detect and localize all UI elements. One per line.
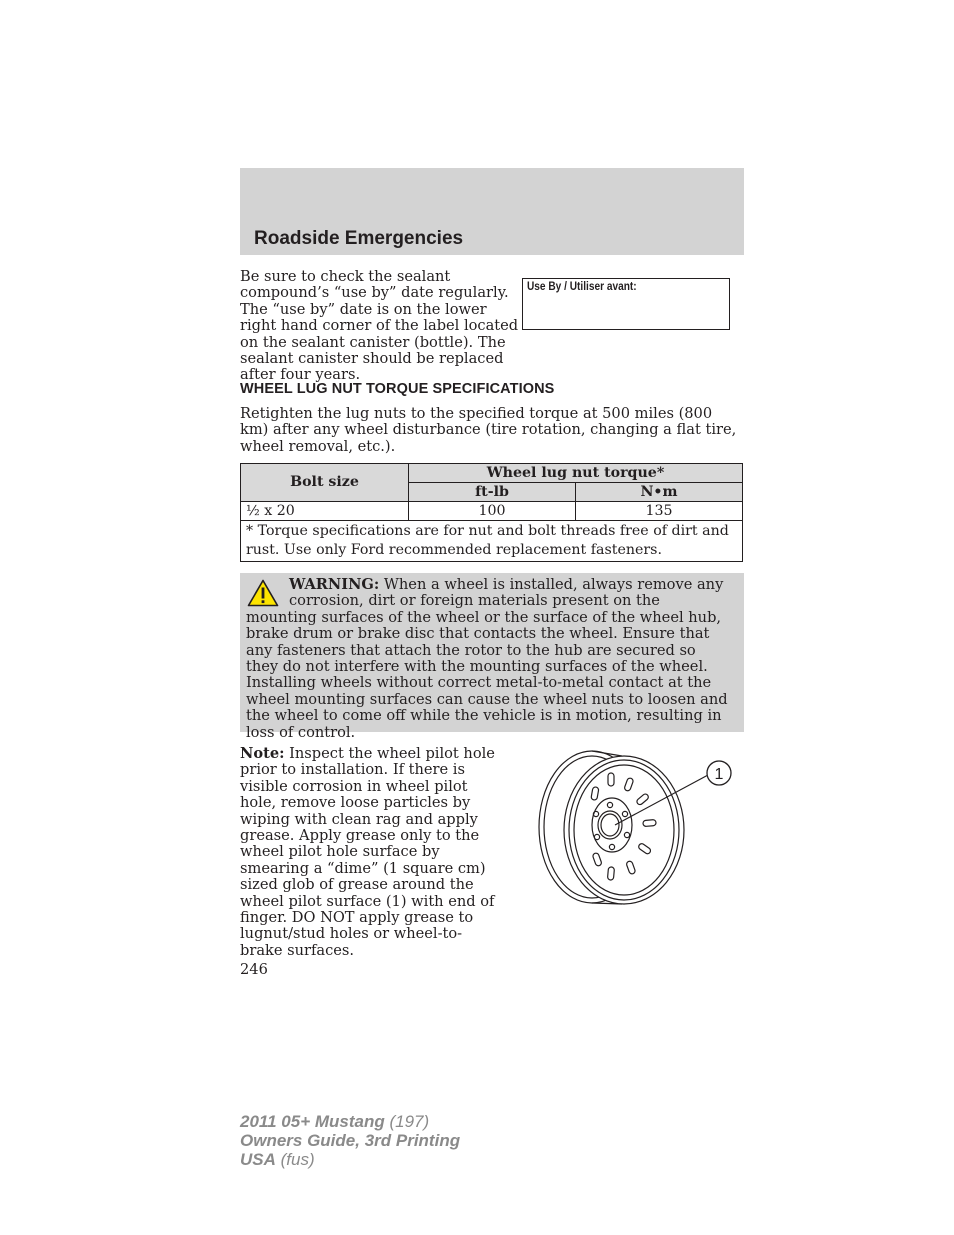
- retighten-paragraph: Retighten the lug nuts to the specified torque at 500 miles (800 km) after any wheel disturbance (tire rotation, changing a flat tire, wheel removal, etc.).: [240, 405, 737, 455]
- nm-header: N•m: [576, 483, 743, 502]
- callout-number: 1: [714, 766, 724, 783]
- note-paragraph: [240, 746, 502, 959]
- ftlb-cell: 100: [409, 502, 576, 521]
- table-footnote: * Torque specifications are for nut and bolt threads free of dirt and rust. Use only Ford recommended replacement fasteners.: [241, 521, 743, 562]
- table-footnote-row: [241, 521, 743, 562]
- use-by-label: Use By / Utiliser avant:: [527, 281, 637, 293]
- page-title: Roadside Emergencies: [254, 228, 464, 249]
- table-header-row: [241, 464, 743, 483]
- footer-code: (197): [384, 1112, 430, 1131]
- footer-model: 2011 05+ Mustang: [240, 1112, 385, 1131]
- footer-line-3: [240, 1150, 460, 1169]
- section-heading: WHEEL LUG NUT TORQUE SPECIFICATIONS: [240, 381, 555, 397]
- footer-printing: Owners Guide, 3rd Printing: [240, 1131, 461, 1150]
- table-row: [241, 502, 743, 521]
- torque-table: [240, 463, 743, 562]
- footer-lang: (fus): [275, 1150, 315, 1169]
- bolt-size-header: Bolt size: [241, 464, 409, 502]
- nm-cell: 135: [576, 502, 743, 521]
- warning-text: [246, 577, 732, 741]
- sealant-text: Be sure to check the sealant compound’s “use by” date regularly. The “use by” date is on the lower right hand corner of the label located on the sealant canister (bottle). The sealant canister should be replaced after four years.: [240, 268, 519, 384]
- page-number: 246: [240, 961, 268, 978]
- wheel-drawing: [539, 751, 708, 904]
- footer-region: USA: [240, 1150, 276, 1169]
- torque-header: Wheel lug nut torque*: [409, 464, 743, 483]
- ftlb-header: ft-lb: [409, 483, 576, 502]
- footer-imprint: [240, 1112, 460, 1169]
- footer-line-1: [240, 1112, 460, 1131]
- note-label: Note:: [240, 745, 285, 762]
- warning-label: WARNING:: [289, 576, 380, 593]
- bolt-size-cell: ½ x 20: [241, 502, 409, 521]
- wheel-illustration: [530, 745, 740, 915]
- warning-body: When a wheel is installed, always remove any corrosion, dirt or foreign materials present on the mounting surfaces of the wheel or the surface of the wheel hub, brake drum or brake disc that contacts the wheel. Ensure that any fasteners that attach the rotor to the hub are secured so they do not interfere with the mounting surfaces of the wheel. Installing wheels without correct metal-to-metal contact at the wheel mounting surfaces can cause the wheel nuts to loosen and the wheel to come off while the vehicle is in motion, resulting in loss of control.: [246, 576, 728, 741]
- icon-spacer: [246, 577, 289, 607]
- footer-line-2: [240, 1131, 460, 1150]
- note-body: Inspect the wheel pilot hole prior to installation. If there is visible corrosion in wheel pilot hole, remove loose particles by wiping with clean rag and apply grease. Apply grease only to the wheel pilot hole surface by smearing a “dime” (1 square cm) sized glob of grease around the wheel pilot surface (1) with end of finger. DO NOT apply grease to lugnut/stud holes or wheel-to-brake surfaces.: [240, 745, 495, 959]
